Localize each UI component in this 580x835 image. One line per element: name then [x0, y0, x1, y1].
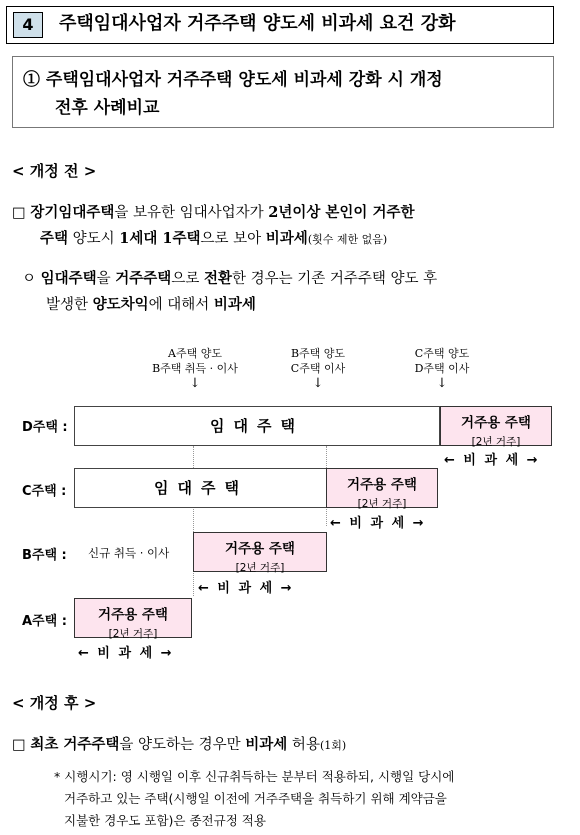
text: 으로 [171, 271, 204, 287]
resid-title: 거주용 주택 [98, 607, 168, 623]
before-label: < 개정 전 > [12, 162, 97, 180]
text-strong: 최초 거주주택 [30, 736, 120, 753]
resid-sub: [2년 거주] [108, 628, 158, 640]
note-line1: * 시행시기: 영 시행일 이후 신규취득하는 분부터 적용하되, 시행일 당시에 [54, 769, 455, 784]
text-strong: 전환 [203, 270, 232, 287]
resid-box-a [74, 598, 192, 638]
row-label-c: C주택 : [22, 484, 67, 499]
resid-title: 거주용 주택 [347, 477, 417, 493]
text: 을 양도하는 경우만 [119, 737, 246, 753]
subheading-box [12, 56, 554, 128]
after-bullet1 [12, 732, 346, 759]
resid-box-b [193, 532, 327, 572]
text-strong: 거주주택 [115, 270, 172, 287]
resid-box-c [326, 468, 438, 508]
nontax-a: ← 비 과 세 → [78, 646, 174, 661]
resid-sub: [2년 거주] [235, 562, 285, 574]
section-header [6, 6, 554, 44]
subheading-line1: ① 주택임대사업자 거주주택 양도세 비과세 강화 시 개정 [23, 70, 443, 90]
event-line: C주택 이사 [290, 362, 346, 375]
row-label-b: B주택 : [22, 548, 67, 563]
arrow-down-icon: ↓ [312, 376, 324, 391]
text-note: (횟수 제한 없음) [307, 233, 388, 246]
text-note: (1회) [319, 739, 347, 752]
text-strong: 임대주택 [40, 270, 97, 287]
bullet-mark: ㅇ [22, 271, 37, 287]
text-strong: 장기임대주택 [30, 204, 115, 221]
text-strong: 주택 [40, 230, 69, 247]
resid-title: 거주용 주택 [225, 541, 295, 557]
note-line3: 지불한 경우도 포함)은 종전규정 적용 [64, 813, 266, 828]
after-label: < 개정 후 > [12, 694, 97, 712]
before-bullet2-line1 [22, 266, 437, 292]
event-a [140, 346, 250, 391]
text: 을 보유한 임대사업자가 [114, 205, 269, 221]
text: 양도시 [68, 231, 120, 247]
text: 을 [96, 271, 116, 287]
text-strong: 비과세 [213, 296, 256, 313]
event-line: C주택 양도 [414, 347, 470, 360]
text: 으로 보아 [200, 231, 266, 247]
text: 발생한 [46, 297, 93, 313]
before-bullet1-line1 [12, 200, 415, 226]
arrow-down-icon: ↓ [189, 376, 201, 391]
nontax-b: ← 비 과 세 → [198, 581, 294, 596]
section-number: 4 [13, 12, 43, 38]
arrow-down-icon: ↓ [436, 376, 448, 391]
row-label-d: D주택 : [22, 420, 68, 435]
nontax-c: ← 비 과 세 → [330, 516, 426, 531]
bullet-box: □ [12, 205, 26, 221]
text-strong: 양도차익 [92, 296, 149, 313]
rental-label: 임대주택 [210, 417, 304, 435]
event-b [268, 346, 368, 391]
event-c [392, 346, 492, 391]
text-strong: 비과세 [245, 736, 288, 753]
resid-sub: [2년 거주] [357, 498, 407, 510]
text-strong: 1세대 1주택 [119, 230, 201, 247]
event-line: B주택 취득 · 이사 [152, 362, 238, 375]
rental-bar-c [74, 468, 328, 508]
bullet-box: □ [12, 737, 26, 753]
event-line: B주택 양도 [290, 347, 346, 360]
row-label-a: A주택 : [22, 614, 67, 629]
note-line2: 거주하고 있는 주택(시행일 이전에 거주주택을 취득하기 위해 계약금을 [64, 791, 447, 806]
rental-label: 임대주택 [154, 479, 248, 497]
text: 허용 [287, 737, 320, 753]
before-bullet1-line2 [40, 226, 387, 253]
event-line: D주택 이사 [414, 362, 470, 375]
nontax-d: ← 비 과 세 → [444, 453, 540, 468]
text-strong: 비과세 [265, 230, 308, 247]
text-strong: 2년이상 본인이 거주한 [268, 204, 415, 221]
resid-box-d [440, 406, 552, 446]
subheading-line2: 전후 사례비교 [55, 98, 160, 118]
resid-sub: [2년 거주] [471, 436, 521, 448]
section-title: 주택임대사업자 거주주택 양도세 비과세 요건 강화 [59, 13, 456, 34]
text: 에 대해서 [148, 297, 214, 313]
rental-bar-d [74, 406, 440, 446]
event-line: A주택 양도 [168, 347, 222, 360]
text: 한 경우는 기존 거주주택 양도 후 [231, 271, 438, 287]
acquire-label: 신규 취득 · 이사 [88, 546, 170, 560]
resid-title: 거주용 주택 [461, 415, 531, 431]
before-bullet2-line2 [46, 292, 256, 318]
